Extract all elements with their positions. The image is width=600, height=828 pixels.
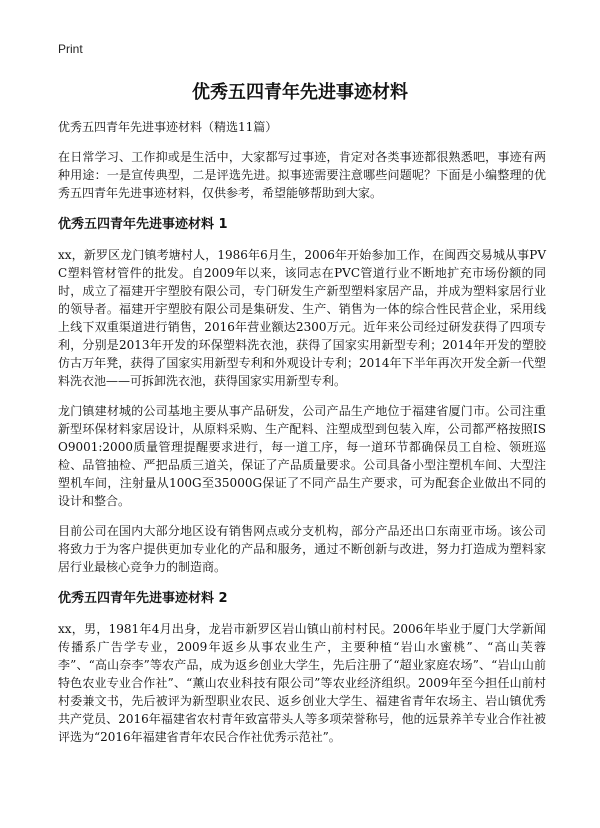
section-1-paragraph-2: 龙门镇建材城的公司基地主要从事产品研发，公司产品生产地位于福建省厦门市。公司注重新型环保材料家居设计，从原料采购、生产配料、注塑成型到包装入库，公司都严格按照ISO9001:2000质量管理提醒要求进行，每一道工序，每一道环节都确保员工自检、领班巡检、品管抽检、严把品质三道关，保证了产品质量要求。公司具备小型注塑机车间、大型注塑机车间，注射量从100G至35000G保证了不同产品生产要求，可为配套企业做出不同的设计和整合。 xyxy=(58,404,546,508)
section-1-paragraph-1: xx，新罗区龙门镇考塘村人，1986年6月生，2006年开始参加工作，在闽西交易城从事PVC塑料管材管件的批发。自2009年以来，该同志在PVC管道行业不断地扩充市场份额的同时，成立了福建开宇塑胶有限公司，专门研发生产新型塑料家居产品，并成为塑料家居行业的领导者。福建开宇塑胶有限公司是集研发、生产、销售为一体的综合性民营企业，采用线上线下双重渠道进行销售，2016年营业额达2300万元。近年来公司经过研发获得了四项专利，分别是2013年开发的环保塑料洗衣池，获得了国家实用新型专利；2014年开发的塑胶仿古万年凳，获得了国家实用新型专利和外观设计专利；2014年下半年再次开发全新一代塑料洗衣池——可拆卸洗衣池，获得国家实用新型专利。 xyxy=(58,248,546,388)
section-1-paragraph-3: 目前公司在国内大部分地区设有销售网点或分支机构，部分产品还出口东南亚市场。该公司将致力于为客户提供更加专业化的产品和服务，通过不断创新与改进，努力打造成为塑料家居行业最核心竞争力的制造商。 xyxy=(58,524,546,574)
intro-paragraph: 在日常学习、工作抑或是生活中，大家都写过事迹，肯定对各类事迹都很熟悉吧，事迹有两种用途：一是宣传典型，二是评选先进。拟事迹需要注意哪些问题呢？下面是小编整理的优秀五四青年先进事迹材料，仅供参考，希望能够帮助到大家。 xyxy=(58,150,546,200)
section-2-paragraph-1: xx，男，1981年4月出身，龙岩市新罗区岩山镇山前村村民。2006年毕业于厦门大学新闻传播系广告学专业，2009年返乡从事农业生产，主要种植“岩山水蜜桃”、“高山芙蓉李”、“高山奈李”等农产品，成为返乡创业大学生，先后注册了“超业家庭农场”、“岩山山前特色农业专业合作社”、“薰山农业科技有限公司”等农业经济组织。2009年至今担任山前村村委兼文书，先后被评为新型职业农民、返乡创业大学生、福建省青年农场主、岩山镇优秀共产党员、2016年福建省农村青年致富带头人等多项荣誉称号，他的远景养羊专业合作社被评选为“2016年福建省青年农民合作社优秀示范社”。 xyxy=(58,622,546,744)
section-heading-2: 优秀五四青年先进事迹材料 2 xyxy=(58,591,228,606)
document-body xyxy=(58,118,546,758)
print-link[interactable]: Print xyxy=(58,42,83,56)
document-title: 优秀五四青年先进事迹材料 xyxy=(192,82,408,103)
document-subtitle: 优秀五四青年先进事迹材料（精选11篇） xyxy=(58,120,278,134)
section-heading-1: 优秀五四青年先进事迹材料 1 xyxy=(58,217,228,232)
